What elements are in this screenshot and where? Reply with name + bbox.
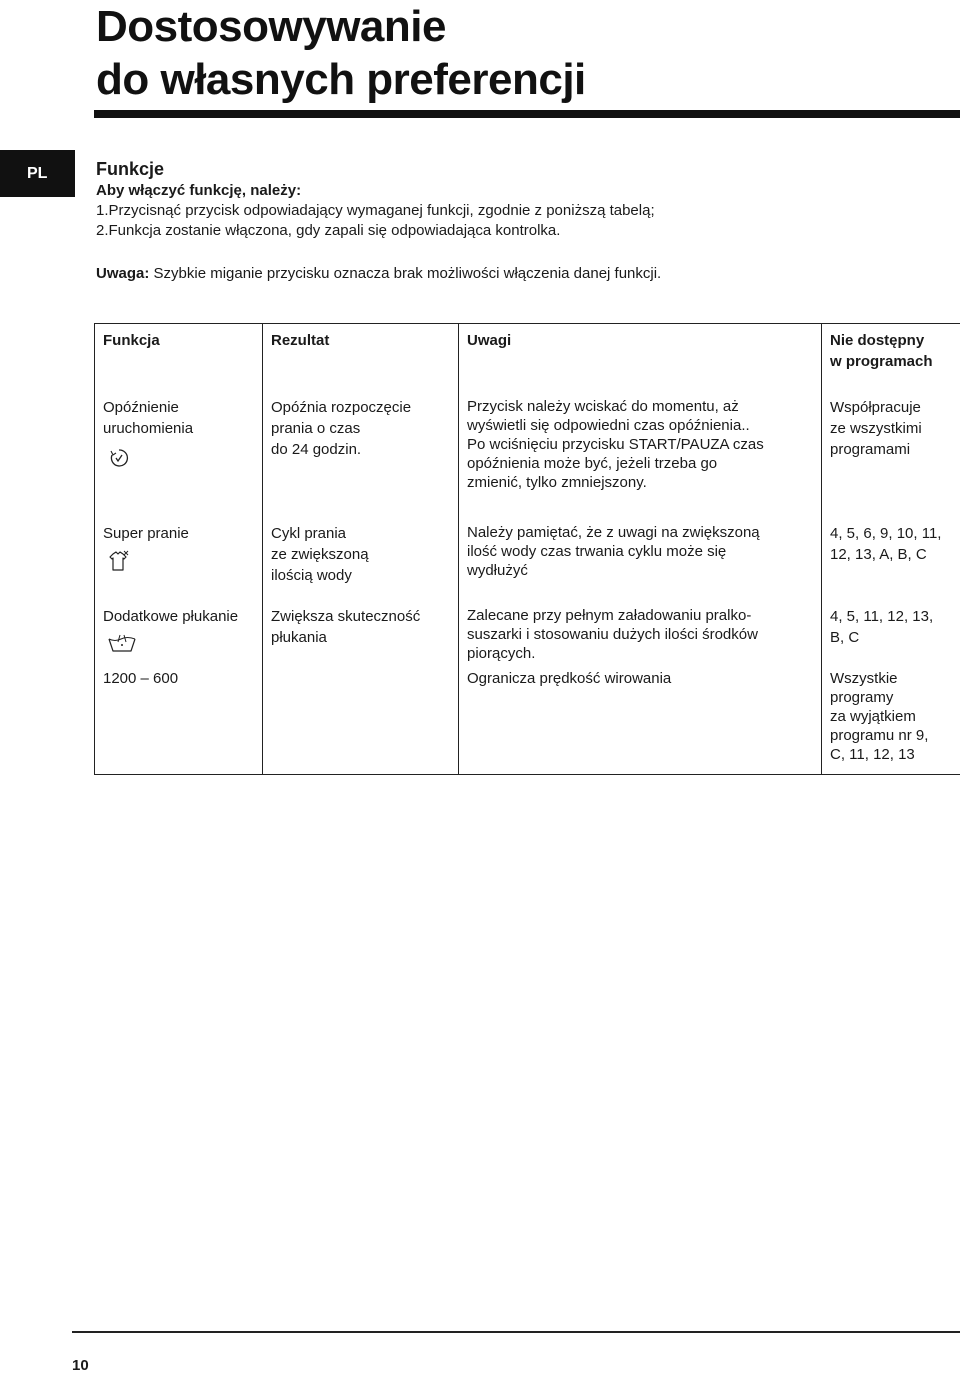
cell-text: 12, 13, A, B, C (830, 544, 952, 565)
cell-notes (459, 669, 822, 774)
note-label: Uwaga: (96, 265, 149, 282)
header-unavailable-line-1: Nie dostępny (830, 330, 952, 351)
intro-section (96, 157, 946, 284)
cell-text: B, C (830, 627, 952, 648)
cell-result (263, 603, 459, 669)
page-title (96, 0, 586, 106)
header-unavailable-line-2: w programach (830, 351, 952, 372)
cell-text: programy (830, 688, 952, 707)
warning-note (96, 264, 946, 284)
page-number: 10 (72, 1357, 89, 1374)
cell-text: Dodatkowe płukanie (103, 606, 254, 627)
title-line-2: do własnych preferencji (96, 53, 586, 106)
cell-text: Ogranicza prędkość wirowania (467, 669, 813, 688)
cell-text: za wyjątkiem (830, 707, 952, 726)
cell-text: Zalecane przy pełnym załadowaniu pralko- (467, 606, 813, 625)
header-function: Funkcja (95, 324, 263, 395)
note-text: Szybkie miganie przycisku oznacza brak możliwości włączenia danej funkcji. (149, 265, 661, 282)
header-result: Rezultat (263, 324, 459, 395)
cell-text: prania o czas (271, 418, 450, 439)
instruction-step-2: 2.Funkcja zostanie włączona, gdy zapali się odpowiadająca kontrolka. (96, 221, 946, 241)
cell-text: programami (830, 439, 952, 460)
cell-text: piorących. (467, 644, 813, 663)
cell-text: ze wszystkimi (830, 418, 952, 439)
cell-text: 1200 – 600 (103, 669, 254, 688)
cell-text: ze zwiększoną (271, 544, 450, 565)
cell-unavailable (822, 669, 960, 774)
cell-unavailable (822, 520, 960, 603)
cell-text: wyświetli się odpowiedni czas opóźnienia.. (467, 416, 813, 435)
cell-text: do 24 godzin. (271, 439, 450, 460)
table-row (95, 520, 960, 603)
language-tab: PL (0, 150, 75, 197)
cell-function (95, 669, 263, 774)
cell-result (263, 669, 459, 774)
title-line-1: Dostosowywanie (96, 0, 586, 53)
cell-text: 4, 5, 6, 9, 10, 11, (830, 523, 952, 544)
cell-text: Zwiększa skuteczność (271, 606, 450, 627)
title-divider (94, 110, 960, 118)
cell-text: Po wciśnięciu przycisku START/PAUZA czas (467, 435, 813, 454)
table-row (95, 669, 960, 774)
header-notes: Uwagi (459, 324, 822, 395)
cell-text: suszarki i stosowaniu dużych ilości środków (467, 625, 813, 644)
table-header-row (95, 324, 960, 395)
cell-result (263, 394, 459, 520)
cell-text: Współpracuje (830, 397, 952, 418)
cell-text: programu nr 9, (830, 726, 952, 745)
cell-text: Opóźnienie (103, 397, 254, 418)
extra-rinse-tub-icon (107, 633, 254, 659)
table-row (95, 394, 960, 520)
cell-text: C, 11, 12, 13 (830, 745, 952, 764)
cell-notes (459, 603, 822, 669)
cell-text: Cykl prania (271, 523, 450, 544)
super-wash-shirt-icon (107, 550, 254, 578)
cell-function (95, 520, 263, 603)
cell-text: Opóźnia rozpoczęcie (271, 397, 450, 418)
footer-divider (72, 1331, 960, 1333)
cell-text: ilością wody (271, 565, 450, 586)
table-row (95, 603, 960, 669)
cell-text: Super pranie (103, 523, 254, 544)
cell-text: zmienić, tylko zmniejszony. (467, 473, 813, 492)
cell-text: Należy pamiętać, że z uwagi na zwiększoną (467, 523, 813, 542)
cell-notes (459, 520, 822, 603)
cell-result (263, 520, 459, 603)
instruction-step-1: 1.Przycisnąć przycisk odpowiadający wymaganej funkcji, zgodnie z poniższą tabelą; (96, 201, 946, 221)
cell-text: Przycisk należy wciskać do momentu, aż (467, 397, 813, 416)
cell-text: uruchomienia (103, 418, 254, 439)
cell-unavailable (822, 603, 960, 669)
cell-text: wydłużyć (467, 561, 813, 580)
cell-function (95, 603, 263, 669)
header-unavailable (822, 324, 960, 395)
cell-text: opóźnienia może być, jeżeli trzeba go (467, 454, 813, 473)
cell-unavailable (822, 394, 960, 520)
instructions-heading: Aby włączyć funkcję, należy: (96, 181, 946, 201)
section-heading: Funkcje (96, 157, 946, 181)
cell-text: Wszystkie (830, 669, 952, 688)
cell-text: 4, 5, 11, 12, 13, (830, 606, 952, 627)
cell-function (95, 394, 263, 520)
cell-text: ilość wody czas trwania cyklu może się (467, 542, 813, 561)
delay-timer-icon (109, 447, 254, 475)
functions-table (94, 323, 960, 775)
cell-notes (459, 394, 822, 520)
cell-text: płukania (271, 627, 450, 648)
